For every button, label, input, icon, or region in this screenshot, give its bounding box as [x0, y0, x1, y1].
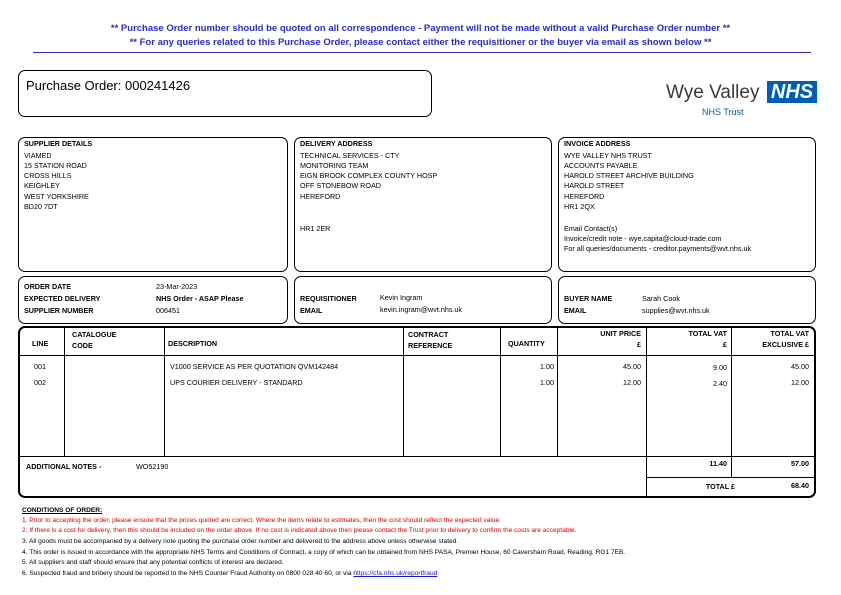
row-1-description: V1000 SERVICE AS PER QUOTATION QVM142484 — [170, 362, 339, 371]
supplier-number: 006451 — [156, 306, 180, 315]
banner-line-1: ** Purchase Order number should be quoted on all correspondence - Payment will not be made without a valid Purchase Order number ** — [110, 23, 731, 34]
col-header-quantity: QUANTITY — [508, 339, 545, 348]
col-header-vat-exclusive: TOTAL VAT — [770, 329, 809, 338]
invoice-contact-2: For all queries/documents - creditor.payments@wvt.nhs.uk — [564, 244, 752, 253]
row-1-total-vat: 9.00 — [713, 363, 727, 372]
banner-divider — [33, 52, 811, 53]
order-date: 23-Mar-2023 — [156, 282, 198, 291]
col-header-description: DESCRIPTION — [168, 339, 218, 348]
delivery-heading: DELIVERY ADDRESS — [300, 139, 373, 148]
buyer-name-label: BUYER NAME — [564, 294, 613, 303]
col-header-unit-price-currency: £ — [637, 340, 641, 349]
grand-total: 68.40 — [791, 481, 809, 490]
supplier-number-label: SUPPLIER NUMBER — [24, 306, 94, 315]
table-header-divider — [20, 355, 814, 356]
column-divider — [557, 328, 558, 456]
row-2-description: UPS COURIER DELIVERY - STANDARD — [170, 378, 303, 387]
invoice-line: HEREFORD — [564, 192, 605, 201]
row-2-vat-exclusive: 12.00 — [791, 378, 809, 387]
delivery-line: HEREFORD — [300, 192, 341, 201]
row-2-line: 002 — [34, 378, 46, 387]
po-title: Purchase Order: 000241426 — [26, 78, 191, 93]
invoice-line: WYE VALLEY NHS TRUST — [564, 151, 652, 160]
condition-2: 2. If there is a cost for delivery, then this should be included on the order above. If no cost is indicated above then please contact the Trust prior to delivery to confirm the costs are acceptable. — [22, 527, 577, 534]
conditions-heading: CONDITIONS OF ORDER: — [22, 507, 103, 514]
col-header-total-vat-currency: £ — [723, 340, 727, 349]
row-1-line: 001 — [34, 362, 46, 371]
column-divider — [403, 328, 404, 456]
row-1-unit-price: 45.00 — [623, 362, 641, 371]
expected-delivery: NHS Order - ASAP Please — [156, 294, 244, 303]
logo-name: Wye Valley — [666, 82, 760, 103]
col-header-contract-reference: REFERENCE — [408, 341, 453, 350]
col-header-catalogue-code: CODE — [72, 341, 93, 350]
delivery-line: EIGN BROOK COMPLEX COUNTY HOSP — [300, 171, 438, 180]
column-divider — [500, 328, 501, 456]
requisitioner-label: REQUISITIONER — [300, 294, 357, 303]
banner-line-2: ** For any queries related to this Purchase Order, please contact either the requisitioner or the buyer via email as shown below ** — [129, 37, 712, 48]
grand-total-label: TOTAL £ — [705, 482, 735, 491]
column-divider — [64, 328, 65, 456]
condition-5: 5. All suppliers and staff should ensure that any potential conflicts of interest are declared. — [22, 559, 284, 566]
buyer-email-label: EMAIL — [564, 306, 587, 315]
requisitioner-email: kevin.ingram@wvt.nhs.uk — [380, 305, 462, 314]
totals-divider — [646, 477, 814, 478]
condition-4: 4. This order is issued in accordance with the appropriate NHS Terms and Conditions of Contract, a copy of which can be obtained from NHS PASA, Premier House, 60 Caversham Road, Reading, RG1 7EB. — [22, 549, 626, 556]
nhs-logo-icon: NHS — [767, 81, 817, 103]
delivery-line: TECHNICAL SERVICES - CTY — [300, 151, 400, 160]
buyer-email: supplies@wvt.nhs.uk — [642, 306, 710, 315]
supplier-line: VIAMED — [24, 151, 52, 160]
delivery-postcode: HR1 2ER — [300, 224, 331, 233]
row-1-vat-exclusive: 45.00 — [791, 362, 809, 371]
invoice-line: HAROLD STREET — [564, 181, 625, 190]
col-header-line: LINE — [32, 339, 49, 348]
row-2-quantity: 1.00 — [540, 378, 554, 387]
row-2-total-vat: 2.40 — [713, 379, 727, 388]
delivery-line: OFF STONEBOW ROAD — [300, 181, 381, 190]
supplier-line: WEST YORKSHIRE — [24, 192, 89, 201]
additional-notes-value: WO52190 — [136, 462, 169, 471]
invoice-line: ACCOUNTS PAYABLE — [564, 161, 638, 170]
invoice-line: HAROLD STREET ARCHIVE BUILDING — [564, 171, 694, 180]
supplier-line: KEIGHLEY — [24, 181, 60, 190]
column-divider — [164, 328, 165, 456]
invoice-heading: INVOICE ADDRESS — [564, 139, 631, 148]
condition-1: 1. Prior to accepting the order, please ensure that the prices quoted are correct. Where the items relate to estimates, then the cost should reflect the expected value. — [22, 517, 502, 524]
supplier-line: CROSS HILLS — [24, 171, 72, 180]
col-header-vat-exclusive-currency: EXCLUSIVE £ — [762, 340, 809, 349]
requisitioner-email-label: EMAIL — [300, 306, 323, 315]
invoice-contact-1: Invoice/credit note - wye.capita@cloud-trade.com — [564, 234, 722, 243]
col-header-total-vat: TOTAL VAT — [688, 329, 727, 338]
supplier-heading: SUPPLIER DETAILS — [24, 139, 93, 148]
condition-3: 3. All goods must be accompanied by a delivery note quoting the purchase order number and delivered to the address above unless otherwise stated. — [22, 538, 459, 545]
col-header-contract: CONTRACT — [408, 330, 449, 339]
table-body-divider — [20, 456, 814, 457]
vat-total: 11.40 — [709, 459, 727, 468]
vat-exclusive-total: 57.00 — [791, 459, 809, 468]
logo-trust: NHS Trust — [702, 107, 744, 117]
requisitioner-name: Kevin Ingram — [380, 293, 423, 302]
invoice-line: HR1 2QX — [564, 202, 595, 211]
row-2-unit-price: 12.00 — [623, 378, 641, 387]
report-fraud-link[interactable]: https://cfa.nhs.uk/reportfraud — [353, 570, 438, 577]
condition-6-text: 6. Suspected fraud and bribery should be reported to the NHS Counter Fraud Authority on 0800 028 40 60, or via — [22, 570, 354, 577]
delivery-line: MONITORING TEAM — [300, 161, 369, 170]
column-divider — [646, 328, 647, 496]
supplier-line: BD20 7DT — [24, 202, 58, 211]
trust-logo — [666, 80, 817, 104]
expected-delivery-label: EXPECTED DELIVERY — [24, 294, 101, 303]
supplier-box — [18, 137, 288, 272]
buyer-name: Sarah Cook — [642, 294, 680, 303]
additional-notes-label: ADDITIONAL NOTES - — [26, 462, 102, 471]
col-header-unit-price: UNIT PRICE — [600, 329, 641, 338]
condition-6 — [22, 569, 437, 580]
invoice-contacts-heading: Email Contact(s) — [564, 224, 618, 233]
col-header-catalogue: CATALOGUE — [72, 330, 117, 339]
order-date-label: ORDER DATE — [24, 282, 71, 291]
supplier-line: 15 STATION ROAD — [24, 161, 87, 170]
row-1-quantity: 1.00 — [540, 362, 554, 371]
